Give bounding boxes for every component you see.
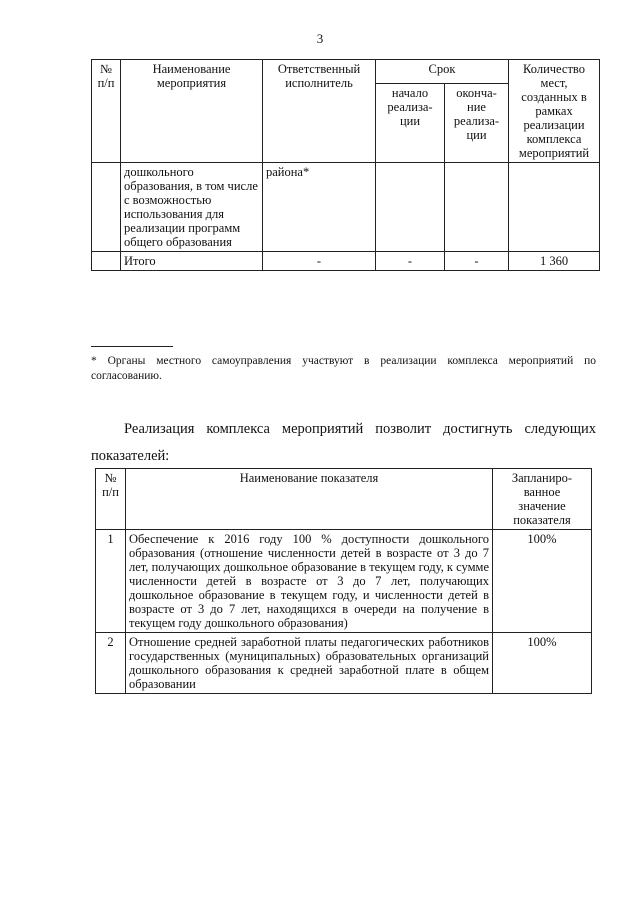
total-places-count: 1 360 bbox=[509, 252, 600, 271]
header-planned-value-line: ванное bbox=[523, 485, 561, 499]
total-term-start: - bbox=[376, 252, 445, 271]
indicators-table bbox=[95, 468, 592, 694]
header-places-count-line: созданных в bbox=[521, 90, 587, 104]
total-label: Итого bbox=[121, 252, 263, 271]
header-num-line: № bbox=[104, 471, 117, 485]
row-num: 1 bbox=[96, 530, 126, 633]
activities-table bbox=[91, 59, 600, 271]
table2-header-row bbox=[96, 469, 592, 530]
header-term-end-line: ние bbox=[467, 100, 486, 115]
header-activity-name-line: мероприятия bbox=[156, 76, 227, 90]
header-num bbox=[92, 60, 121, 163]
header-term-start-line: реализа- bbox=[387, 100, 433, 115]
header-planned-value-line: Запланиро- bbox=[511, 471, 573, 485]
header-places-count-line: рамках bbox=[535, 104, 573, 118]
header-activity-name bbox=[121, 60, 263, 163]
header-places-count bbox=[509, 60, 600, 163]
header-term-end-line: оконча- bbox=[456, 86, 497, 101]
header-num-line: п/п bbox=[102, 485, 119, 499]
header-places-count-line: реализации bbox=[523, 118, 585, 132]
cell-term-start bbox=[376, 163, 445, 252]
header-indicator-name: Наименование показателя bbox=[126, 469, 493, 530]
indicator-name: Обеспечение к 2016 году 100 % доступности дошкольного образования (отношение численности детей в возрасте от 3 до 7 лет, получающих дошкольное образование в текущем году, к сумме численности детей в возрасте от 3 до 7 лет, получающих дошкольное образование в текущем году, и численности детей в возрасте от 3 до 7 лет, находящихся в очереди на получение в текущем году дошкольного образования) bbox=[126, 530, 493, 633]
header-term: Срок bbox=[376, 60, 509, 84]
table-row bbox=[96, 633, 592, 694]
header-term-start-line: ции bbox=[399, 114, 421, 129]
total-term-end: - bbox=[445, 252, 509, 271]
footnote-divider bbox=[91, 346, 173, 347]
header-num-line: п/п bbox=[97, 76, 115, 90]
header-places-count-line: Количество bbox=[523, 62, 585, 76]
cell-activity-name: дошкольного образования, в том числе с возможностью использования для реализации программ общего образования bbox=[121, 163, 263, 252]
header-term-start bbox=[376, 84, 445, 163]
header-num-line: № bbox=[100, 62, 112, 76]
header-responsible-line: Ответственный bbox=[277, 62, 361, 76]
planned-value: 100% bbox=[493, 633, 592, 694]
table-row bbox=[96, 530, 592, 633]
cell-responsible: района* bbox=[263, 163, 376, 252]
total-num bbox=[92, 252, 121, 271]
header-planned-value-line: значение bbox=[518, 499, 566, 513]
indicator-name: Отношение средней заработной платы педагогических работников государственных (муниципальных) образовательных организаций дошкольного образования к средней заработной плате в общем образовании bbox=[126, 633, 493, 694]
header-places-count-line: мест, bbox=[540, 76, 568, 90]
table1-header-row-1 bbox=[92, 60, 600, 84]
table1-row-continued bbox=[92, 163, 600, 252]
header-term-end-line: реализа- bbox=[453, 114, 500, 129]
header-term-end bbox=[445, 84, 509, 163]
header-planned-value-line: показателя bbox=[513, 513, 571, 527]
row-num: 2 bbox=[96, 633, 126, 694]
planned-value: 100% bbox=[493, 530, 592, 633]
header-activity-name-line: Наименование bbox=[152, 62, 231, 76]
footnote: * Органы местного самоуправления участвуют в реализации комплекса мероприятий по согласованию. bbox=[91, 355, 596, 382]
cell-term-end bbox=[445, 163, 509, 252]
header-places-count-line: комплекса bbox=[526, 132, 582, 146]
total-responsible: - bbox=[263, 252, 376, 271]
body-paragraph: Реализация комплекса мероприятий позволит достигнуть следующих показателей: bbox=[91, 421, 596, 464]
header-num bbox=[96, 469, 126, 530]
cell-places-count bbox=[509, 163, 600, 252]
cell-num bbox=[92, 163, 121, 252]
header-term-start-line: начало bbox=[391, 86, 429, 101]
table1-total-row bbox=[92, 252, 600, 271]
header-planned-value bbox=[493, 469, 592, 530]
header-responsible bbox=[263, 60, 376, 163]
header-responsible-line: исполнитель bbox=[285, 76, 353, 90]
header-term-end-line: ции bbox=[466, 128, 487, 143]
page-number: 3 bbox=[316, 31, 324, 46]
header-places-count-line: мероприятий bbox=[518, 146, 590, 160]
